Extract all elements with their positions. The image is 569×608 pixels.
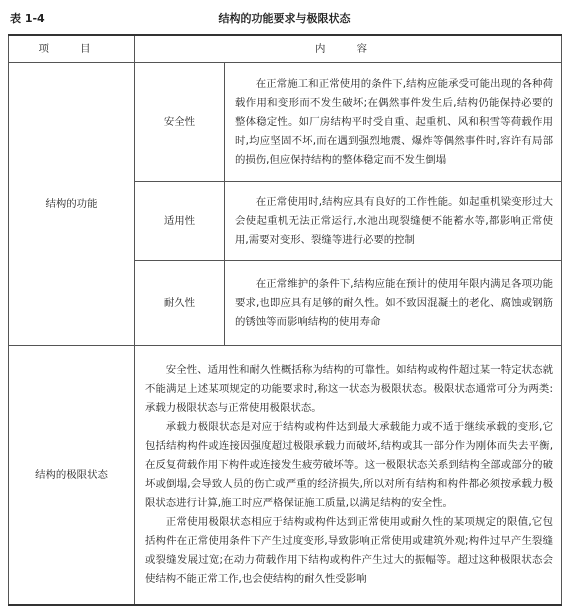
sub-applicability: 适用性 — [135, 182, 225, 261]
table-row-safety — [9, 63, 562, 182]
table-number: 表 1-4 — [10, 12, 45, 25]
category-function: 结构的功能 — [9, 63, 135, 346]
durability-text-cell — [225, 261, 562, 346]
table-title: 结构的功能要求与极限状态 — [218, 12, 351, 25]
header-item: 项 目 — [9, 35, 135, 63]
category-limit-state: 结构的极限状态 — [9, 346, 135, 606]
durability-text: 在正常维护的条件下,结构应能在预计的使用年限内满足各项功能要求,也即应具有足够的耐久性。如不致因混凝土的老化、腐蚀或钢筋的锈蚀等而影响结构的使用寿命 — [235, 277, 553, 328]
applicability-text: 在正常使用时,结构应具有良好的工作性能。如起重机梁变形过大会使起重机无法正常运行,水池出现裂缝便不能蓄水等,都影响正常使用,需要对变形、裂缝等进行必要的控制 — [235, 195, 553, 246]
table-row-limit-state — [9, 346, 562, 606]
limit-state-paragraph-1: 安全性、适用性和耐久性概括称为结构的可靠性。如结构或构件超过某一特定状态就不能满足上述某项规定的功能要求时,称这一状态为极限状态。极限状态通常可分为两类:承载力极限状态与正常使用极限状态。 — [145, 364, 553, 414]
sub-durability: 耐久性 — [135, 261, 225, 346]
safety-text: 在正常施工和正常使用的条件下,结构应能承受可能出现的各种荷载作用和变形而不发生破坏;在偶然事件发生后,结构仍能保持必要的整体稳定性。如厂房结构平时受自重、起重机、风和积雪等荷载作用时,均应坚固不坏,而在遇到强烈地震、爆炸等偶然事件时,容许有局部的损伤,但应保持结构的整体稳定而不发生倒塌 — [235, 77, 553, 166]
limit-state-paragraph-2: 承载力极限状态是对应于结构或构件达到最大承载能力或不适于继续承载的变形,它包括结构构件或连接因强度超过极限承载力而破坏,结构或其一部分作为刚体而失去平衡,在反复荷载作用下构件或连接发生疲劳破坏等。这一极限状态关系到结构全部或部分的破坏或倒塌,会导致人员的伤亡或严重的经济损失,所以对所有结构和构件都必须按承载力极限状态进行计算,施工时应严格保证施工质量,以满足结构的安全性。 — [145, 421, 553, 509]
limit-state-paragraph-3: 正常使用极限状态相应于结构或构件达到正常使用或耐久性的某项规定的限值,它包括构件在正常使用条件下产生过度变形,导致影响正常使用或建筑外观;构件过早产生裂缝或裂缝发展过宽;在动力荷载作用下结构或构件产生过大的振幅等。超过这种极限状态会使结构不能正常工作,也会使结构的耐久性受影响 — [145, 516, 553, 585]
sub-safety: 安全性 — [135, 63, 225, 182]
table-header-row — [9, 35, 562, 63]
table-caption — [0, 9, 569, 27]
header-content: 内 容 — [135, 35, 562, 63]
safety-text-cell — [225, 63, 562, 182]
requirements-table — [8, 34, 562, 606]
limit-state-text-cell — [135, 346, 562, 606]
applicability-text-cell — [225, 182, 562, 261]
